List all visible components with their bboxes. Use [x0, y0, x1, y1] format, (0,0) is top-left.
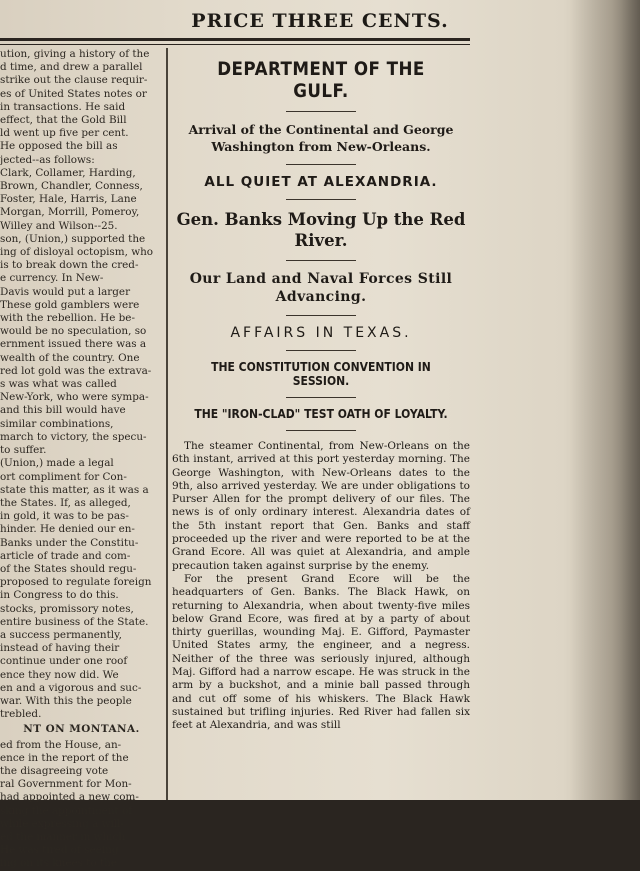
text-line: ed from the House, an- [0, 738, 122, 751]
text-line: hinder. He denied our en- [0, 523, 135, 536]
price-masthead: PRICE THREE CENTS. [191, 10, 449, 32]
text-line: son, (Union,) supported the [0, 232, 146, 245]
subhead-banks: Gen. Banks Moving Up the Red River. [176, 210, 466, 250]
subhead-alexandria: ALL QUIET AT ALEXANDRIA. [204, 174, 438, 190]
separator [286, 260, 356, 261]
text-line: war. With this the people [0, 694, 132, 707]
separator [286, 111, 356, 112]
separator [286, 397, 356, 398]
text-line: would be no speculation, so [0, 325, 147, 338]
text-line: en and a vigorous and suc- [0, 681, 142, 694]
subhead-arrival: Arrival of the Continental and George Washington from New-Orleans. [188, 122, 454, 154]
text-line: jected--as follows: [0, 153, 95, 166]
left-section-heading: NT ON MONTANA. [23, 723, 140, 736]
text-line: New-York, who were sympa- [0, 391, 149, 404]
subhead-forces: Our Land and Naval Forces Still Advancing. [189, 271, 453, 305]
text-line: d time, and drew a parallel [0, 61, 143, 74]
article-headline: DEPARTMENT OF THE GULF. [217, 58, 425, 102]
separator [286, 164, 356, 165]
subhead-oath: THE "IRON-CLAD" TEST OATH OF LOYALTY. [194, 407, 448, 421]
text-line: Morgan, Morrill, Pomeroy, [0, 206, 140, 219]
text-line: s was what was called [0, 378, 117, 391]
text-line: ral Government for Mon- [0, 778, 132, 791]
text-line: trebled. [0, 708, 42, 721]
text-line: entire business of the State. [0, 615, 149, 628]
left-column-text [0, 48, 163, 721]
separator [286, 315, 356, 316]
text-line: ort compliment for Con- [0, 470, 127, 483]
text-line: proposed to regulate foreign [0, 576, 152, 589]
left-column [0, 48, 163, 870]
text-line: continue under one roof [0, 655, 128, 668]
text-line: had appointed a new com- [0, 791, 139, 804]
text-line: Willey and Wilson--25. [0, 219, 118, 232]
text-line: Brown, Chandler, Conness, [0, 180, 143, 193]
text-line: ing of disloyal octopism, who [0, 246, 154, 259]
subhead-texas: AFFAIRS IN TEXAS. [230, 325, 412, 341]
text-line: stocks, promissory notes, [0, 602, 134, 615]
text-line: ence they now did. We [0, 668, 119, 681]
article-paragraph-1: The steamer Continental, from New-Orleans on the 6th instant, arrived at this port yesterday morning. The George Washington, with New-Orleans dates to the 9th, also arrived yesterday. We are under obligations to Purser Allen for the prompt delivery of our files. The news is of only ordinary interest. Alexandria dates of the 5th instant report that Gen. Banks and staff proceeded up the river and were reported to be at the Grand Ecore. All was quiet at Alexandria, and ample precaution taken against surprise by the enemy. [172, 440, 470, 572]
text-line: ernment issued there was a [0, 338, 147, 351]
text-line: effect, that the Gold Bill [0, 114, 127, 127]
text-line: to suffer. [0, 444, 47, 457]
text-line: a success permanently, [0, 628, 122, 641]
text-line: ing on its knees to the [0, 857, 118, 870]
text-line: is to break down the cred- [0, 259, 139, 272]
text-line: and this bill would have [0, 404, 126, 417]
text-line: Banks under the Constitu- [0, 536, 139, 549]
text-line: These gold gamblers were [0, 298, 140, 311]
text-line: the disagreeing vote [0, 764, 109, 777]
text-line: ed the manner in which [0, 830, 126, 843]
main-article [172, 56, 470, 733]
text-line: Davis would put a larger [0, 285, 131, 298]
separator [286, 350, 356, 351]
text-line: red lot gold was the extrava- [0, 364, 152, 377]
text-line: He was tired of seeing [0, 844, 119, 857]
subhead-convention: THE CONSTITUTION CONVENTION IN SESSION. [211, 360, 431, 388]
text-line: while expressing a will- [0, 817, 124, 830]
separator [286, 199, 356, 200]
text-line: es of United States notes or [0, 87, 147, 100]
text-line: wealth of the country. One [0, 351, 140, 364]
column-divider [166, 48, 168, 800]
text-line: in Congress to do this. [0, 589, 119, 602]
text-line: instead of having their [0, 642, 120, 655]
masthead-rule-thin [0, 44, 470, 45]
text-line: state this matter, as it was a [0, 483, 149, 496]
text-line: in gold, it was to be pas- [0, 510, 129, 523]
text-line: march to victory, the specu- [0, 430, 147, 443]
text-line: He opposed the bill as [0, 140, 118, 153]
text-line: similar combinations, [0, 417, 114, 430]
text-line: with the rebellion. He be- [0, 312, 135, 325]
article-paragraph-2: For the present Grand Ecore will be the headquarters of Gen. Banks. The Black Hawk, on returning to Alexandria, when about twenty-five miles below Grand Ecore, was fired at by a party of about thirty guerillas, wounding Maj. E. Gifford, Paymaster United States army, the engineer, and a negress. Neither of the three was seriously injured, although Maj. Gifford had a narrow escape. He was struck in the arm by a buckshot, and a minie ball passed through and cut off some of his whiskers. The Black Hawk sustained but trifling injuries. Red River had fallen six feet at Alexandria, and was still [172, 572, 470, 732]
text-line: Clark, Collamer, Harding, [0, 166, 136, 179]
text-line: ence in the report of the [0, 751, 129, 764]
text-line: article of trade and com- [0, 549, 131, 562]
page-edge-shadow [570, 0, 640, 800]
text-line: Foster, Hale, Harris, Lane [0, 193, 137, 206]
text-line: ution, giving a history of the [0, 48, 150, 60]
text-line: (Union,) made a legal [0, 457, 114, 470]
text-line: the States. If, as alleged, [0, 496, 131, 509]
left-column-text-2 [0, 739, 163, 871]
separator [286, 430, 356, 431]
text-line: strike out the clause requir- [0, 74, 148, 87]
text-line: of the States should regu- [0, 562, 137, 575]
text-line: ld went up five per cent. [0, 127, 129, 140]
text-line: e currency. In New- [0, 272, 104, 285]
masthead-rule [0, 38, 470, 41]
text-line: sking the appointment of [0, 804, 133, 817]
text-line: in transactions. He said [0, 100, 126, 113]
